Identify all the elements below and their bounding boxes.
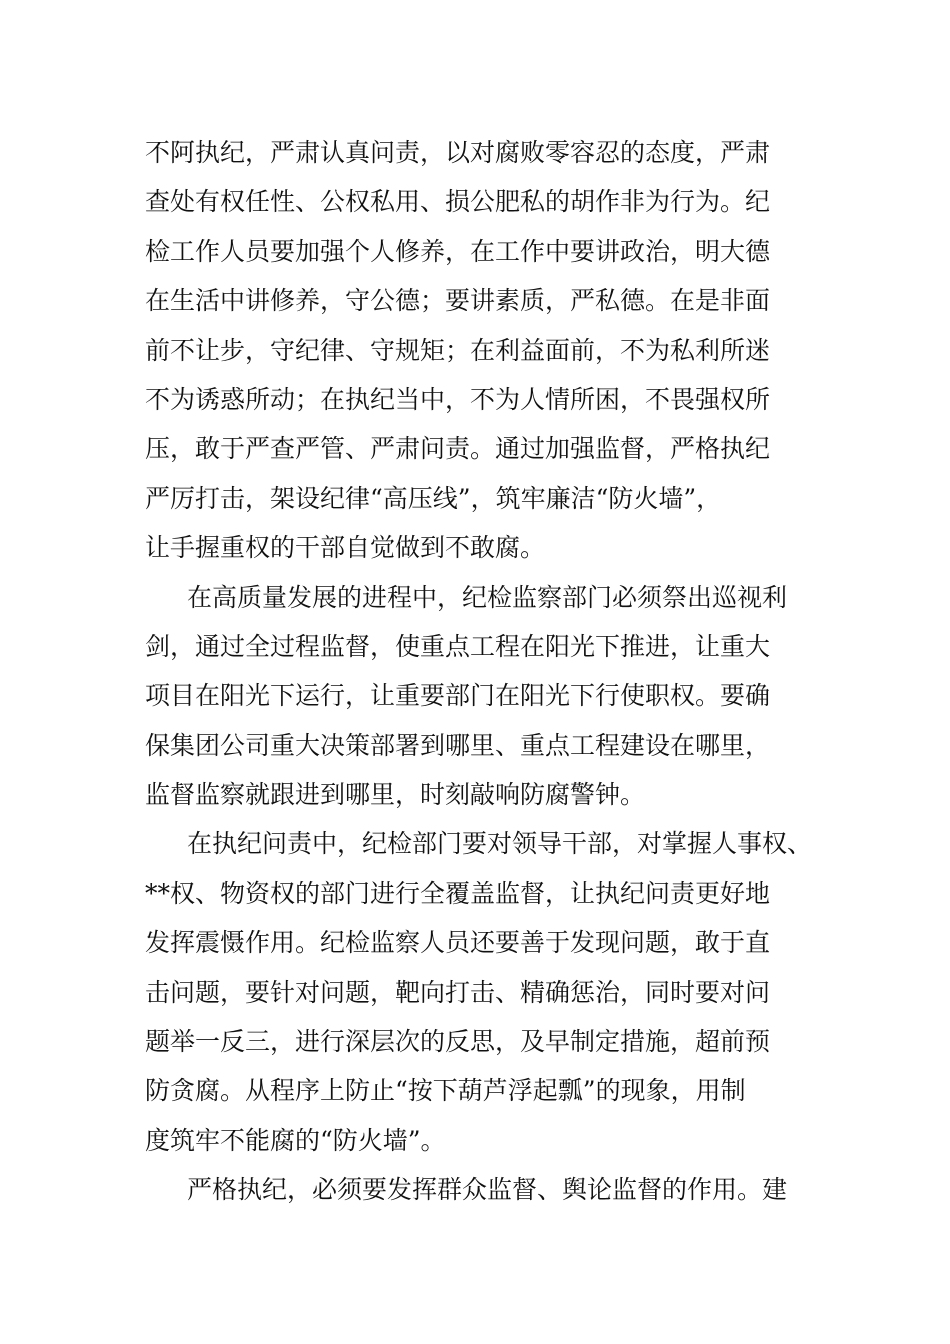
body-text <box>145 128 815 1215</box>
text-line: 检工作人员要加强个人修养，在工作中要讲政治，明大德 <box>145 236 771 266</box>
text-line: 题举一反三，进行深层次的反思，及早制定措施，超前预 <box>145 1027 771 1057</box>
text-line: 防贪腐。从程序上防止“按下葫芦浮起瓢”的现象，用制 <box>145 1076 746 1106</box>
text-line: 项目在阳光下运行，让重要部门在阳光下行使职权。要确 <box>145 681 771 711</box>
text-line: 发挥震慑作用。纪检监察人员还要善于发现问题，敢于直 <box>145 928 771 958</box>
text-line: 让手握重权的干部自觉做到不敢腐。 <box>145 533 546 563</box>
text-line: 不阿执纪，严肃认真问责，以对腐败零容忍的态度，严肃 <box>145 138 771 167</box>
paragraph-start-line: 在高质量发展的进程中，纪检监察部门必须祭出巡视利 <box>187 582 788 612</box>
text-line: **权、物资权的部门进行全覆盖监督，让执纪问责更好地 <box>145 878 771 908</box>
text-line: 度筑牢不能腐的“防火墙”。 <box>145 1125 446 1155</box>
text-line: 击问题，要针对问题，靶向打击、精确惩治，同时要对问 <box>145 977 771 1007</box>
text-line: 不为诱惑所动；在执纪当中，不为人情所困，不畏强权所 <box>145 384 771 414</box>
text-line: 剑，通过全过程监督，使重点工程在阳光下推进，让重大 <box>145 631 771 661</box>
text-line: 在生活中讲修养，守公德；要讲素质，严私德。在是非面 <box>145 286 771 316</box>
text-line: 查处有权任性、公权私用、损公肥私的胡作非为行为。纪 <box>145 187 771 217</box>
text-line: 保集团公司重大决策部署到哪里、重点工程建设在哪里， <box>145 730 771 760</box>
paragraph-start-line: 严格执纪，必须要发挥群众监督、舆论监督的作用。建 <box>187 1175 788 1205</box>
text-line: 压，敢于严查严管、严肃问责。通过加强监督，严格执纪 <box>145 434 771 464</box>
text-line: 前不让步，守纪律、守规矩；在利益面前，不为私利所迷 <box>145 335 771 365</box>
text-line: 监督监察就跟进到哪里，时刻敲响防腐警钟。 <box>145 780 646 810</box>
text-line: 严厉打击，架设纪律“高压线”，筑牢廉洁“防火墙”， <box>145 483 722 513</box>
paragraph-start-line: 在执纪问责中，纪检部门要对领导干部，对掌握人事权、 <box>187 829 813 859</box>
